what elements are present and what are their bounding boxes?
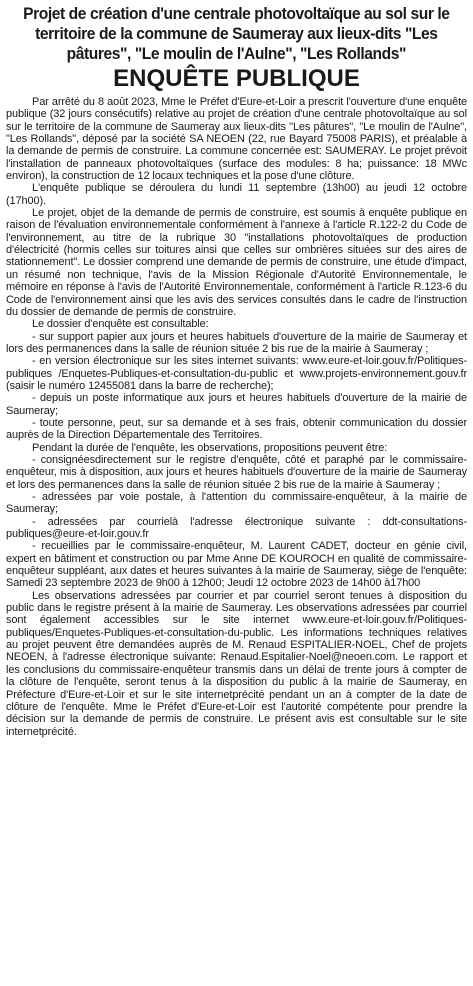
paragraph-dossier-communication: - toute personne, peut, sur sa demande et à ses frais, obtenir communication du dossier auprès de la Direction Départementale des Territoires.: [6, 416, 467, 442]
paragraph-observations-intro: Pendant la durée de l'enquête, les observations, propositions peuvent être:: [32, 441, 388, 454]
paragraph-conclusion: Les observations adressées par courrier et par courriel seront tenues à disposition du public dans le registre présent à la mairie de Saumeray. Les observations adressées par courriel sont également accessibles sur le site internet www.eure-et-loir.gouv.fr/Politiques-publiques/Enquetes-Publiques-et-consultation-du-public. Les informations techniques relatives au projet peuvent être demandées auprès de M. Renaud ESPITALIER-NOEL, Chef de projets NEOEN, à l'adresse électronique suivante: Renaud.Espitalier-Noel@neoen.com. Le rapport et les conclusions du commissaire-enquêteur transmis dans un délai de trente jours à compter de la clôture de l'enquête, seront tenus à la disposition du public à la mairie de Saumeray, en Préfecture d'Eure-et-Loir et sur le site internetprécité pendant un an à compter de la date de clôture de l'enquête. Mme le Préfet d'Eure-et-Loir est l'autorité compétente pour prendre la décision sur la demande de permis de construire. Le présent avis est consultable sur le site internetprécité.: [6, 589, 467, 738]
paragraph-dossier-intro: Le dossier d'enquête est consultable:: [32, 318, 209, 331]
paragraph-dossier-papier: - sur support papier aux jours et heures habituels d'ouverture de la mairie de Saumeray et lors des permanences dans la salle de réunion située 2 bis rue de la mairie à Saumeray ;: [6, 330, 467, 355]
paragraph-dossier-electronique: - en version électronique sur les sites internet suivants: www.eure-et-loir.gouv.fr/Politiques-publiques /Enquetes-Publiques-et-consultation-du-public et www.projets-environnement.gouv.fr (saisir le numéro 12455081 dans la barre de recherche);: [6, 355, 467, 392]
paragraph-projet: Le projet, objet de la demande de permis de construire, est soumis à enquête publique en raison de l'évaluation environnementale conformément à l'annexe à l'article R.122-2 du Code de l'environnement, au titre de la rubrique 30 "installations photovoltaïques de production d'électricité (hormis celles sur toitures ainsi que celles sur ombrières situées sur des aires de stationnement". Le dossier comprend une demande de permis de construire, une étude d'impact, un résumé non technique, l'avis de la Mission Régionale d'Autorité Environnementale, le mémoire en réponse à l'avis de l'Autorité Environnementale, conformément à l'article R.123-6 du Code de l'environnement ainsi que les avis des services consultés dans le cadre de l'instruction du dossier de demande de permis de construire.: [6, 207, 467, 318]
notice-heading: ENQUÊTE PUBLIQUE: [113, 65, 360, 92]
paragraph-observations-postale: - adressées par voie postale, à l'attention du commissaire-enquêteur, à la mairie de Saumeray;: [6, 491, 467, 516]
notice-title: Projet de création d'une centrale photovoltaïque au sol sur le territoire de la commune de Saumeray aux lieux-dits "Les pâtures", "Le moulin de l'Aulne", "Les Rollands": [23, 4, 450, 63]
paragraph-observations-commissaire: - recueillies par le commissaire-enquêteur, M. Laurent CADET, docteur en génie civil, expert en bâtiment et construction ou par Mme Anne DE KOUROCH en qualité de commissaire-enquêteur suppléant, aux dates et heures suivantes à la mairie de Saumeray, siège de l'enquête: Samedi 23 septembre 2023 de 9h00 à 12h00; Jeudi 12 octobre 2023 de 14h00 à17h00: [6, 540, 467, 590]
paragraph-dates: L'enquête publique se déroulera du lundi 11 septembre (13h00) au jeudi 12 octobre (17h00).: [6, 182, 467, 207]
notice-body: [6, 96, 467, 738]
paragraph-observations-courriel: - adressées par courrielà l'adresse électronique suivante : ddt-consultations-publiques@eure-et-loir.gouv.fr: [6, 515, 467, 541]
paragraph-observations-registre: - consignéesdirectement sur le registre d'enquête, côté et paraphé par le commissaire-enquêteur, mis à disposition, aux jours et heures habituels d'ouverture de la mairie de Saumeray et lors des permanences dans la salle de réunion située 2 bis rue de la mairie à Saumeray ;: [6, 453, 467, 491]
paragraph-arrete: Par arrêté du 8 août 2023, Mme le Préfet d'Eure-et-Loir a prescrit l'ouverture d'une enquête publique (32 jours consécutifs) relative au projet de création d'une centrale photovoltaïque au sol sur le territoire de la commune de Saumeray aux lieux-dits "Les pâtures", "Le moulin de l'Aulne", "Les Rollands", déposé par la société SA NEOEN (22, rue Bayard 75008 PARIS), et préalable à la demande de permis de construire. La commune concernée est: SAUMERAY. Le projet prévoit l'installation de panneaux photovoltaïques (surface des modules: 8 ha; puissance: 18 MWc environ), la construction de 12 locaux techniques et la pose d'une clôture.: [6, 96, 467, 183]
paragraph-dossier-poste: - depuis un poste informatique aux jours et heures habituels d'ouverture de la mairie de Saumeray;: [6, 392, 467, 417]
